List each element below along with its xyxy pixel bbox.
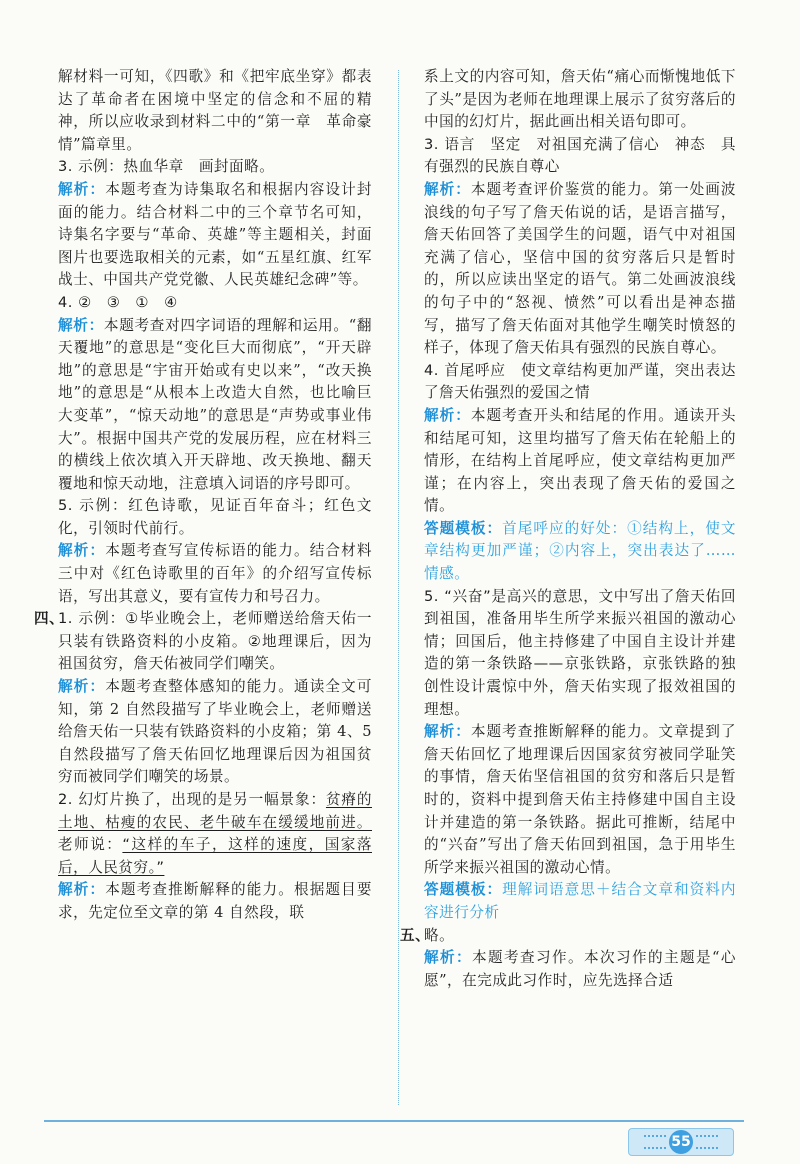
- continued-paragraph: 系上文的内容可知，詹天佑“痛心而惭愧地低下了头”是因为老师在地理课上展示了贫穷落后的中国的幻灯片，据此画出相关语句即可。: [424, 68, 736, 131]
- s4-q2-underlined-2: “这样的车子，这样的速度，国家落后，人民贫穷。”: [58, 836, 372, 876]
- section-5-explanation-text: 本题考查习作。本次习作的主题是“心愿”，在完成此习作时，应先选择合适: [424, 949, 736, 989]
- q3-explanation: [58, 179, 372, 292]
- explanation-tag: 解析：: [58, 542, 106, 560]
- section-5: [400, 925, 736, 948]
- section-4: [34, 608, 372, 676]
- r-q5-explanation-text: 本题考查推断解释的能力。文章提到了詹天佑回忆了地理课后因国家贫穷被同学耻笑的事情，詹天佑坚信祖国的贫穷和落后只是暂时的，资料中提到詹天佑主持修建中国自主设计并建造的第一条铁路。据此可推断，结尾中的“兴奋”写出了詹天佑回到祖国，急于用毕生所学来振兴祖国的激动心情。: [424, 723, 736, 876]
- s4-q2-explanation: [58, 879, 372, 924]
- s4-q2-explanation-text: 本题考查推断解释的能力。根据题目要求，先定位至文章的第 4 自然段，联: [58, 881, 372, 921]
- s4-q1-explanation-text: 本题考查整体感知的能力。通读全文可知，第 2 自然段描写了毕业晚会上，老师赠送给詹天佑一只装有铁路资料的小皮箱；第 4、5 自然段描写了詹天佑回忆地理课后因为祖国贫穷而被同学们嘲笑的场景。: [58, 678, 372, 786]
- template-tag: 答题模板：: [424, 881, 503, 899]
- section-5-answer: 略。: [424, 926, 455, 944]
- q4-explanation-text: 本题考查对四字词语的理解和运用。“翻天覆地”的意思是“变化巨大而彻底”，“开天辟地”的意思是“宇宙开始或有史以来”，“改天换地”的意思是“从根本上改造大自然，也比喻巨大变革”，“惊天动地”的意思是“声势或事业伟大”。根据中国共产党的发展历程，应在材料三的横线上依次填入开天辟地、改天换地、翻天覆地和惊天动地，注意填入词语的序号即可。: [58, 316, 372, 492]
- right-column: [400, 66, 736, 992]
- badge-decoration-left: [644, 1135, 666, 1149]
- explanation-tag: 解析：: [58, 316, 104, 334]
- explanation-tag: 解析：: [424, 723, 471, 741]
- page-number-badge: [628, 1128, 734, 1156]
- s4-q2-mid: 老师说：: [58, 836, 123, 854]
- q5-answer: 5. 示例：红色诗歌，见证百年奋斗；红色文化，引领时代前行。: [58, 497, 372, 537]
- q4-explanation: [58, 315, 372, 496]
- page-number: 55: [669, 1130, 693, 1154]
- left-column: [34, 66, 372, 925]
- template-tag: 答题模板：: [424, 519, 503, 537]
- s4-q2-answer: [58, 789, 372, 879]
- intro-paragraph: 解材料一可知，《四歌》和《把牢底坐穿》都表达了革命者在困境中坚定的信念和不屈的精神，所以应收录到材料二中的“第一章 革命豪情”篇章里。: [58, 68, 372, 153]
- q5-explanation: [58, 540, 372, 608]
- r-q4-template: [424, 518, 736, 586]
- section-4-number: 四、: [34, 610, 65, 628]
- column-divider: [398, 70, 399, 1105]
- explanation-tag: 解析：: [424, 180, 471, 198]
- footer-rule: [44, 1120, 744, 1122]
- explanation-tag: 解析：: [424, 406, 471, 424]
- explanation-tag: 解析：: [58, 180, 106, 198]
- section-5-number: 五、: [400, 926, 431, 944]
- r-q4-explanation-text: 本题考查开头和结尾的作用。通读开头和结尾可知，这里均描写了詹天佑在轮船上的情形，在结构上首尾呼应，使文章结构更加严谨；在内容上，突出表现了詹天佑的爱国之情。: [424, 406, 736, 515]
- r-q5-explanation: [424, 721, 736, 879]
- section-5-explanation: [424, 947, 736, 992]
- r-q4-template-text: 首尾呼应的好处：①结构上，使文章结构更加严谨；②内容上，突出表达了……情感。: [424, 519, 736, 583]
- s4-q1-answer: 1. 示例：①毕业晚会上，老师赠送给詹天佑一只装有铁路资料的小皮箱。②地理课后，因为祖国贫穷，詹天佑被同学们嘲笑。: [58, 610, 372, 673]
- s4-q2-prefix: 2. 幻灯片换了，出现的是另一幅景象：: [58, 791, 326, 808]
- r-q3-explanation-text: 本题考查评价鉴赏的能力。第一处画波浪线的句子写了詹天佑说的话，是语言描写，詹天佑回答了美国学生的问题，语气中对祖国充满了信心，坚信中国的贫穷落后只是暂时的，所以应读出坚定的语气。第二处画波浪线的句子中的“怒视、愤然”可以看出是神态描写，描写了詹天佑面对其他学生嘲笑时愤怒的样子，体现了詹天佑具有强烈的民族自尊心。: [424, 180, 736, 357]
- r-q3-explanation: [424, 179, 736, 360]
- explanation-tag: 解析：: [58, 881, 106, 899]
- badge-decoration-right: [696, 1135, 718, 1149]
- explanation-tag: 解析：: [58, 678, 106, 696]
- explanation-tag: 解析：: [424, 949, 473, 967]
- s4-q1-explanation: [58, 676, 372, 789]
- q5-explanation-text: 本题考查写宣传标语的能力。结合材料三中对《红色诗歌里的百年》的介绍写宣传标语，写出其意义，要有宣传力和号召力。: [58, 542, 372, 605]
- r-q3-answer: 3. 语言 坚定 对祖国充满了信心 神态 具有强烈的民族自尊心: [424, 135, 736, 176]
- r-q5-template-text: 理解词语意思＋结合文章和资料内容进行分析: [424, 881, 736, 921]
- r-q4-answer: 4. 首尾呼应 使文章结构更加严谨，突出表达了詹天佑强烈的爱国之情: [424, 361, 736, 402]
- r-q4-explanation: [424, 405, 736, 518]
- q3-answer: 3. 示例：热血华章 画封面略。: [58, 158, 275, 176]
- s4-q2-underlined-1: 贫瘠的土地、枯瘦的农民、老牛破车在缓缓地前进。: [58, 791, 372, 831]
- q4-answer: 4. ② ③ ① ④: [58, 293, 178, 311]
- r-q5-template: [424, 879, 736, 924]
- r-q5-answer: 5. “兴奋”是高兴的意思，文中写出了詹天佑回到祖国，准备用毕生所学来振兴祖国的激动心情；回国后，他主持修建了中国自主设计并建造的第一条铁路——京张铁路，京张铁路的独创性设计震惊中外，詹天佑实现了报效祖国的理想。: [424, 587, 736, 718]
- q3-explanation-text: 本题考查为诗集取名和根据内容设计封面的能力。结合材料二中的三个章节名可知，诗集名字要与“革命、英雄”等主题相关，封面图片也要选取相关的元素，如“五星红旗、红军战士、中国共产党党徽、人民英雄纪念碑”等。: [58, 180, 372, 289]
